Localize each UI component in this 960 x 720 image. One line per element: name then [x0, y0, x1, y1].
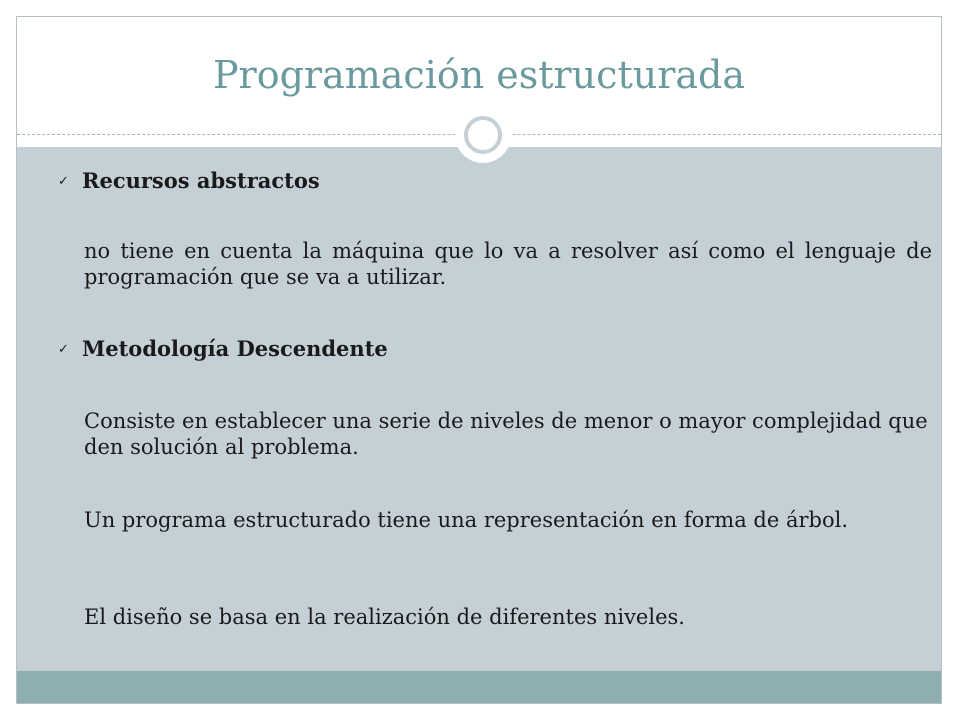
paragraph-diseno: El diseño se basa en la realización de diferentes niveles. [84, 605, 685, 629]
circle-ring [464, 116, 502, 154]
heading-text: Recursos abstractos [82, 168, 320, 193]
footer-bar [17, 671, 941, 704]
circle-ornament-icon [455, 107, 511, 163]
checkmark-icon: ✓ [58, 174, 69, 189]
paragraph-arbol: Un programa estructurado tiene una representación en forma de árbol. [84, 508, 848, 532]
bullet-heading-metodologia [58, 336, 388, 363]
paragraph-recursos: no tiene en cuenta la máquina que lo va a resolver así como el lenguaje de programación que se va a utilizar. [84, 239, 932, 289]
bullet-heading-recursos [58, 168, 320, 195]
heading-text: Metodología Descendente [82, 336, 388, 361]
paragraph-consiste: Consiste en establecer una serie de niveles de menor o mayor complejidad que den solución al problema. [84, 409, 928, 459]
slide-title: Programación estructurada [212, 53, 746, 97]
checkmark-icon: ✓ [58, 342, 69, 357]
